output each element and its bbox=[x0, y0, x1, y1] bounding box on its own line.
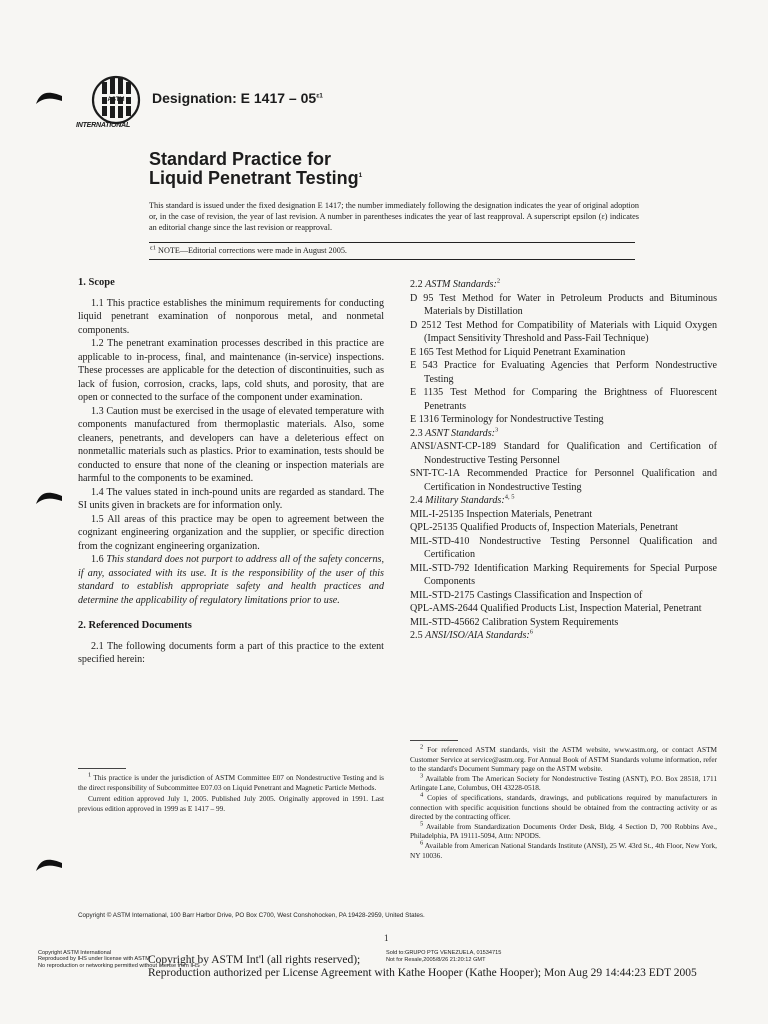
license-stamp-main: Copyright by ASTM Int'l (all rights reserved); Reproduction authorized per License Agreement with Kathe Hooper (Kathe Hooper); Mon Aug 29 14:44:23 EDT 2005 bbox=[148, 954, 697, 979]
epsilon-mark: ε1 bbox=[150, 244, 156, 252]
editorial-note-text: NOTE—Editorial corrections were made in August 2005. bbox=[158, 246, 347, 255]
footnotes-left bbox=[78, 768, 384, 813]
footnote-5: $^5$ Available from Standardization Documents Order Desk, Bldg. 4 Section D, 700 Robbins Ave., Philadelphia, PA 19111-5094, Attn: NPODS. bbox=[410, 820, 718, 841]
margin-arrow-icon bbox=[34, 855, 64, 873]
paragraph-1-4: 1.4 The values stated in inch-pound units are regarded as standard. The SI units given in brackets are for information only. bbox=[78, 486, 384, 511]
reference-item: ANSI/ASNT-CP-189 Standard for Qualification and Certification of Nondestructive Testing Personnel bbox=[410, 441, 717, 466]
subsection-ansi-standards: 2.5 ANSI/ISO/AIA Standards:$^6$ bbox=[410, 628, 533, 641]
issuance-note: This standard is issued under the fixed designation E 1417; the number immediately following the designation indicates the year of original adoption or, in the case of revision, the year of last revision. A number in parentheses indicates the year of last reapproval. A superscript epsilon (ε) indicates an editorial change since the last revision or reapproval. bbox=[149, 201, 639, 232]
left-column bbox=[78, 276, 384, 667]
footnotes-right bbox=[410, 740, 717, 860]
footnote-6: $^6$ Available from American National Standards Institute (ANSI), 25 W. 43rd St., 4th Floor, New York, NY 10036. bbox=[410, 839, 718, 860]
title-superscript: 1 bbox=[358, 172, 363, 179]
paragraph-1-6: 1.6 This standard does not purport to address all of the safety concerns, if any, associated with its use. It is the responsibility of the user of this standard to establish appropriate safety and health practices and determine the applicability of regulatory limitations prior to use. bbox=[78, 554, 384, 606]
footnote-1: $^1$ This practice is under the jurisdiction of ASTM Committee E07 on Nondestructive Testing and is the direct responsibility of Subcommittee E07.03 on Liquid Penetrant and Magnetic Particle Methods. bbox=[78, 771, 384, 792]
title-line-2: Liquid Penetrant Testing$^1$ bbox=[149, 168, 363, 188]
document-title bbox=[149, 150, 362, 188]
margin-arrow-icon bbox=[34, 488, 64, 506]
reference-item: SNT-TC-1A Recommended Practice for Personnel Qualification and Certification in Nondestructive Testing bbox=[410, 468, 717, 493]
military-reference-list bbox=[410, 508, 717, 630]
paragraph-1-5: 1.5 All areas of this practice may be open to agreement between the cognizant engineering organization and the supplier, or specific direction from the cognizant engineering organization. bbox=[78, 513, 384, 552]
subsection-asnt-standards: 2.3 ASNT Standards:$^3$ bbox=[410, 426, 499, 439]
subsection-astm-standards: 2.2 ASTM Standards:$^2$ bbox=[410, 277, 501, 290]
license-stamp-left: Copyright ASTM International Reproduced by IHS under license with ASTM No reproduction or networking permitted without license from IHS bbox=[38, 950, 200, 969]
reference-item: E 1316 Terminology for Nondestructive Testing bbox=[410, 414, 604, 425]
footnote-rule bbox=[410, 740, 458, 741]
designation-superscript: ε1 bbox=[316, 92, 323, 100]
svg-text:ASTM: ASTM bbox=[107, 97, 125, 103]
footnote-2: $^2$ For referenced ASTM standards, visit the ASTM website, www.astm.org, or contact ASTM Customer Service at service@astm.org. For Annual Book of ASTM Standards volume information, refer to the standard's Document Summary page on the ASTM website. bbox=[410, 743, 718, 774]
reference-item: D 95 Test Method for Water in Petroleum Products and Bituminous Materials by Distillation bbox=[410, 292, 717, 317]
subsection-military-standards: 2.4 Military Standards:$^{4, 5}$ bbox=[410, 493, 515, 506]
astm-reference-list bbox=[410, 292, 717, 427]
reference-item: MIL-STD-45662 Calibration System Requirements bbox=[410, 616, 619, 628]
divider bbox=[149, 259, 635, 260]
title-line-1: Standard Practice for bbox=[149, 149, 332, 169]
divider bbox=[149, 242, 635, 243]
paragraph-2-1: 2.1 The following documents form a part of this practice to the extent specified herein: bbox=[78, 640, 384, 665]
section-heading-referenced-documents: 2. Referenced Documents bbox=[78, 620, 192, 631]
footnote-rule bbox=[78, 768, 126, 769]
footnote-1-approval: Current edition approved July 1, 2005. Published July 2005. Originally approved in 1991. Last previous edition approved in 1999 as E 1417 – 99. bbox=[78, 794, 384, 813]
asnt-reference-list bbox=[410, 440, 717, 494]
reference-item: E 1135 Test Method for Comparing the Brightness of Fluorescent Penetrants bbox=[410, 387, 717, 412]
reference-item: QPL-25135 Qualified Products of, Inspection Materials, Penetrant bbox=[410, 522, 678, 533]
reference-item: MIL-STD-2175 Castings Classification and Inspection of bbox=[410, 589, 643, 601]
designation bbox=[152, 90, 323, 106]
reference-item: MIL-STD-792 Identification Marking Requirements for Special Purpose Components bbox=[410, 562, 717, 587]
reference-item: E 165 Test Method for Liquid Penetrant Examination bbox=[410, 346, 626, 358]
reference-item: D 2512 Test Method for Compatibility of Materials with Liquid Oxygen (Impact Sensitivity Threshold and Pass-Fail Technique) bbox=[410, 319, 717, 344]
paragraph-1-3: 1.3 Caution must be exercised in the usage of elevated temperature with components manufactured from thermoplastic materials. Also, some cleaners, penetrants, and developers can have a deleterious effect on nonmetallic materials such as plastics. Prior to examination, tests should be conducted to ensure that none of the cleaning or inspection materials are harmful to the components to be examined. bbox=[78, 405, 384, 484]
page-number: 1 bbox=[384, 933, 389, 943]
footnote-4: $^4$ Copies of specifications, standards, drawings, and publications required by manufacturers in connection with specific acquisition functions should be obtained from the contracting activity or as directed by the contracting officer. bbox=[410, 791, 717, 822]
editorial-note bbox=[150, 246, 347, 255]
reference-item: MIL-I-25135 Inspection Materials, Penetrant bbox=[410, 508, 593, 520]
copyright-line: Copyright © ASTM International, 100 Barr Harbor Drive, PO Box C700, West Conshohocken, PA 19428-2959, United States. bbox=[78, 912, 425, 919]
paragraph-1-2: 1.2 The penetrant examination processes described in this practice are applicable to in-process, final, and maintenance (in-service) inspections. These processes are applicable for the detection of discontinuities, such as lack of fusion, corrosion, cracks, laps, cold shuts, and porosity, that are open or connected to the surface of the component under examination. bbox=[78, 338, 384, 403]
logo-subtitle: INTERNATIONAL bbox=[76, 122, 131, 129]
safety-caveat: This standard does not purport to address all of the safety concerns, if any, associated with its use. It is the responsibility of the user of this standard to establish appropriate safety and health practices and determine the applicability of regulatory limitations prior to use. bbox=[78, 554, 384, 606]
paragraph-1-1: 1.1 This practice establishes the minimum requirements for conducting liquid penetrant examination of nonporous metal, and nonmetal components. bbox=[78, 297, 384, 336]
reference-item: MIL-STD-410 Nondestructive Testing Personnel Qualification and Certification bbox=[410, 535, 717, 560]
designation-text: Designation: E 1417 – 05 bbox=[152, 90, 317, 106]
margin-arrow-icon bbox=[34, 88, 64, 106]
section-heading-scope: 1. Scope bbox=[78, 277, 115, 288]
footnote-3: $^3$ Available from The American Society for Nondestructive Testing (ASNT), P.O. Box 28518, 1711 Arlingate Lane, Columbus, OH 43228-0518. bbox=[410, 772, 718, 793]
reference-item: QPL-AMS-2644 Qualified Products List, Inspection Material, Penetrant bbox=[410, 603, 702, 614]
license-stamp-right: Sold to:GRUPO PTG VENEZUELA, 01534715 Not for Resale,2005/8/26 21:20:12 GMT bbox=[386, 950, 502, 963]
right-column bbox=[410, 278, 717, 643]
reference-item: E 543 Practice for Evaluating Agencies that Perform Nondestructive Testing bbox=[410, 360, 717, 385]
